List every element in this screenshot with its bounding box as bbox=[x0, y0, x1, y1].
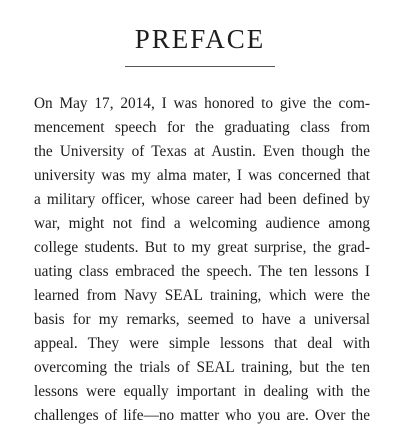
body-line: war, might not find a welcoming audience among bbox=[34, 215, 370, 232]
body-line: a military officer, whose career had been defined by bbox=[34, 191, 370, 208]
body-line: lessons were equally important in dealing with the bbox=[34, 383, 370, 400]
body-line: the University of Texas at Austin. Even though the bbox=[34, 143, 370, 160]
body-line: On May 17, 2014, I was honored to give the com- bbox=[34, 95, 370, 112]
preface-body-text bbox=[34, 92, 370, 428]
body-line: mencement speech for the graduating class from bbox=[34, 119, 370, 136]
body-line: challenges of life—no matter who you are. Over the bbox=[34, 407, 370, 424]
body-line: overcoming the trials of SEAL training, but the ten bbox=[34, 359, 370, 376]
chapter-title: PREFACE bbox=[134, 24, 266, 54]
body-line: uating class embraced the speech. The ten lessons I bbox=[34, 263, 370, 280]
body-line: university was my alma mater, I was concerned that bbox=[34, 167, 370, 184]
body-line: learned from Navy SEAL training, which were the bbox=[34, 287, 370, 304]
title-underline-rule bbox=[125, 66, 275, 67]
body-line: appeal. They were simple lessons that deal with bbox=[34, 335, 370, 352]
body-line: college students. But to my great surprise, the grad- bbox=[34, 239, 370, 256]
body-line: basis for my remarks, seemed to have a universal bbox=[34, 311, 370, 328]
